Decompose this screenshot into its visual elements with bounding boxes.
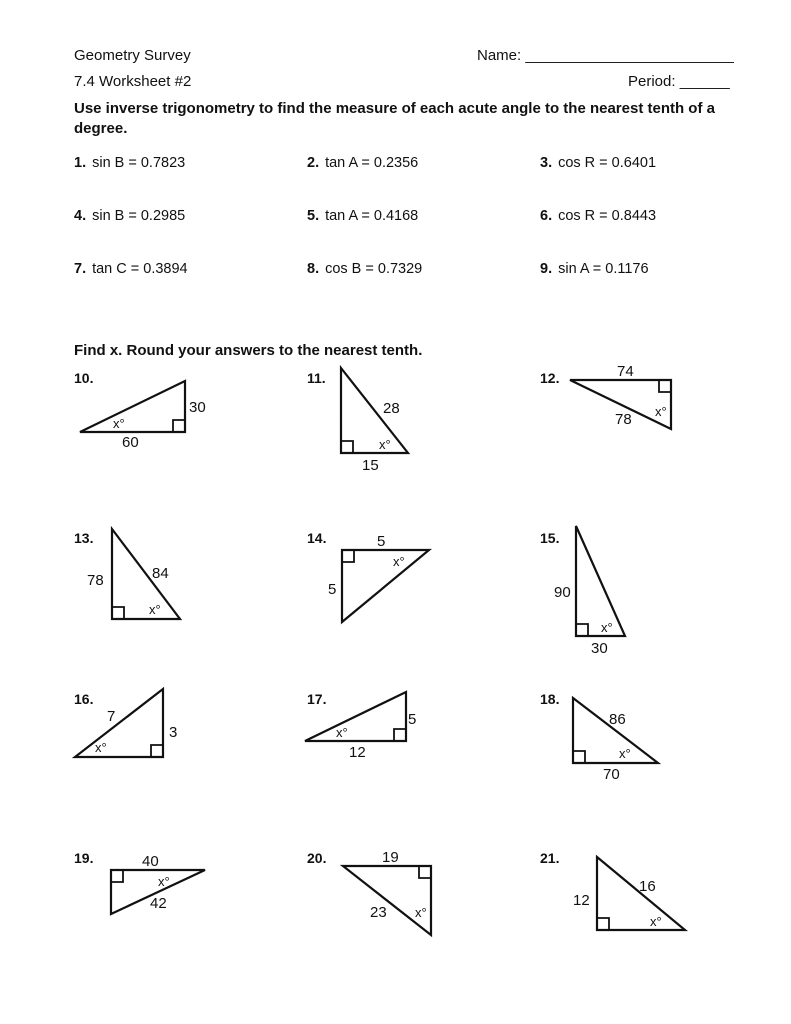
triangle-shape bbox=[112, 529, 180, 619]
angle-label: x° bbox=[650, 914, 662, 929]
right-angle-mark bbox=[112, 607, 124, 619]
angle-label: x° bbox=[336, 725, 348, 740]
angle-label: x° bbox=[619, 746, 631, 761]
right-angle-mark bbox=[576, 624, 588, 636]
side-label: 30 bbox=[591, 640, 608, 657]
triangle-10 bbox=[74, 370, 206, 451]
triangle-15 bbox=[540, 526, 625, 657]
side-label: 78 bbox=[615, 411, 632, 428]
side-label: 28 bbox=[383, 400, 400, 417]
side-label: 90 bbox=[554, 584, 571, 601]
angle-label: x° bbox=[415, 905, 427, 920]
problem-number: 8. bbox=[307, 261, 320, 277]
problem-text: tan A = 0.2356 bbox=[325, 155, 419, 171]
problem-number: 18. bbox=[540, 691, 560, 707]
side-label: 74 bbox=[617, 363, 634, 380]
problem-number: 12. bbox=[540, 370, 560, 386]
problem-text: cos R = 0.6401 bbox=[558, 155, 657, 171]
course-title: Geometry Survey bbox=[74, 47, 191, 64]
problem-number: 10. bbox=[74, 370, 94, 386]
side-label: 7 bbox=[107, 708, 116, 725]
side-label: 12 bbox=[349, 744, 366, 761]
triangle-16 bbox=[74, 689, 177, 757]
side-label: 70 bbox=[603, 766, 620, 783]
triangle-13 bbox=[74, 529, 180, 619]
side-label: 86 bbox=[609, 711, 626, 728]
triangle-20 bbox=[307, 849, 431, 935]
problem-number: 11. bbox=[307, 370, 326, 386]
problem-text: cos B = 0.7329 bbox=[325, 261, 423, 277]
side-label: 40 bbox=[142, 853, 159, 870]
problem-number: 1. bbox=[74, 155, 87, 171]
problem-text: cos R = 0.8443 bbox=[558, 208, 657, 224]
side-label: 16 bbox=[639, 878, 656, 895]
right-angle-mark bbox=[597, 918, 609, 930]
right-angle-mark bbox=[151, 745, 163, 757]
right-angle-mark bbox=[111, 870, 123, 882]
angle-label: x° bbox=[601, 620, 613, 635]
problem-number: 2. bbox=[307, 155, 320, 171]
problem-number: 15. bbox=[540, 530, 560, 546]
problem-text: tan C = 0.3894 bbox=[92, 261, 188, 277]
triangle-shape bbox=[80, 381, 185, 432]
problem-number: 7. bbox=[74, 261, 87, 277]
triangle-shape bbox=[342, 550, 429, 622]
side-label: 60 bbox=[122, 434, 139, 451]
name-field[interactable]: Name: _________________________ bbox=[477, 47, 734, 64]
problem-number: 16. bbox=[74, 691, 94, 707]
side-label: 19 bbox=[382, 849, 399, 866]
angle-label: x° bbox=[95, 740, 107, 755]
problem-number: 3. bbox=[540, 155, 553, 171]
right-angle-mark bbox=[419, 866, 431, 878]
triangle-14 bbox=[307, 530, 429, 622]
triangle-19 bbox=[74, 850, 205, 914]
angle-label: x° bbox=[158, 874, 170, 889]
angle-label: x° bbox=[393, 554, 405, 569]
section1-instructions: Use inverse trigonometry to find the measure of each acute angle to the nearest tenth of a degree. bbox=[74, 100, 715, 137]
problem-number: 21. bbox=[540, 850, 560, 866]
angle-label: x° bbox=[379, 437, 391, 452]
right-angle-mark bbox=[659, 380, 671, 392]
side-label: 42 bbox=[150, 895, 167, 912]
side-label: 5 bbox=[328, 581, 337, 598]
angle-label: x° bbox=[113, 416, 125, 431]
problem-text: sin B = 0.2985 bbox=[92, 208, 186, 224]
side-label: 30 bbox=[189, 399, 206, 416]
right-angle-mark bbox=[173, 420, 185, 432]
problem-number: 13. bbox=[74, 530, 94, 546]
side-label: 5 bbox=[377, 533, 386, 550]
problem-number: 19. bbox=[74, 850, 94, 866]
problem-number: 6. bbox=[540, 208, 553, 224]
problem-text: sin B = 0.7823 bbox=[92, 155, 186, 171]
side-label: 84 bbox=[152, 565, 169, 582]
side-label: 78 bbox=[87, 572, 104, 589]
problem-number: 14. bbox=[307, 530, 327, 546]
problem-text: sin A = 0.1176 bbox=[558, 261, 649, 277]
section2-instructions: Find x. Round your answers to the nearest tenth. bbox=[74, 342, 423, 359]
side-label: 15 bbox=[362, 457, 379, 474]
angle-label: x° bbox=[149, 602, 161, 617]
triangle-12 bbox=[540, 363, 671, 429]
problem-number: 5. bbox=[307, 208, 320, 224]
side-label: 12 bbox=[573, 892, 590, 909]
problem-number: 9. bbox=[540, 261, 553, 277]
problem-number: 4. bbox=[74, 208, 87, 224]
right-angle-mark bbox=[342, 550, 354, 562]
triangle-shape bbox=[343, 866, 431, 935]
side-label: 5 bbox=[408, 711, 417, 728]
triangle-18 bbox=[540, 691, 658, 783]
problem-number: 20. bbox=[307, 850, 327, 866]
right-angle-mark bbox=[394, 729, 406, 741]
problem-text: tan A = 0.4168 bbox=[325, 208, 419, 224]
right-angle-mark bbox=[573, 751, 585, 763]
right-angle-mark bbox=[341, 441, 353, 453]
problem-number: 17. bbox=[307, 691, 327, 707]
worksheet-title: 7.4 Worksheet #2 bbox=[74, 73, 192, 90]
side-label: 3 bbox=[169, 724, 178, 741]
triangle-21 bbox=[540, 850, 685, 930]
angle-label: x° bbox=[655, 404, 667, 419]
side-label: 23 bbox=[370, 904, 387, 921]
triangle-17 bbox=[305, 691, 416, 761]
period-field[interactable]: Period: ______ bbox=[628, 73, 730, 90]
triangle-11 bbox=[307, 368, 408, 474]
